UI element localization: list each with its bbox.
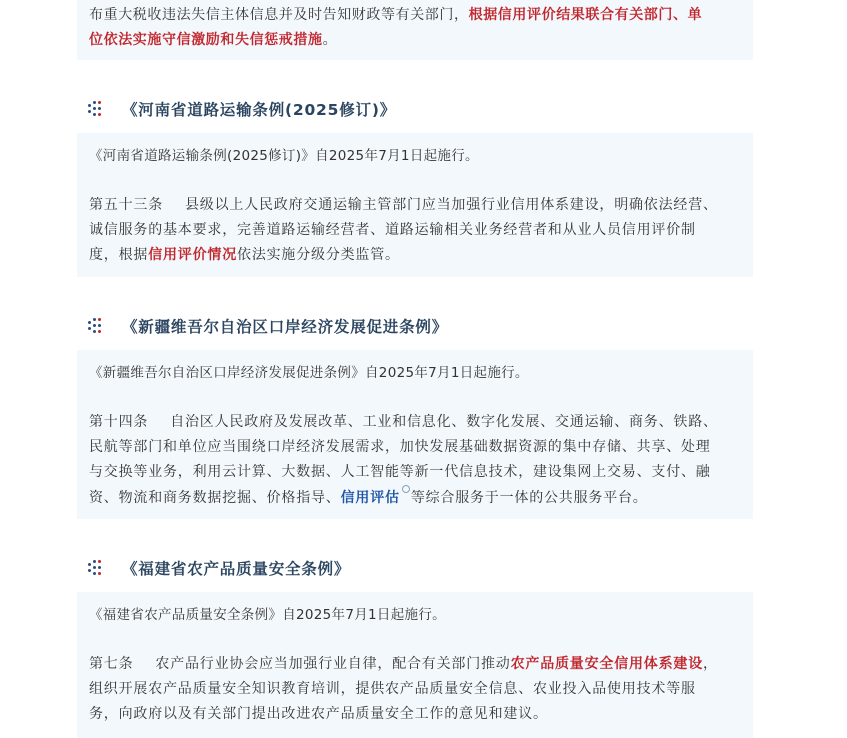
section-box-xinjiang — [77, 350, 753, 519]
article-line — [89, 243, 739, 268]
intro-highlight-2: 位依法实施守信激励和失信惩戒措施 — [89, 32, 323, 48]
article-number: 第十四条 — [89, 414, 149, 430]
article-line: 务，向政府以及有关部门提出改进农产品质量安全工作的意见和建议。 — [89, 706, 548, 722]
section-heading-xinjiang — [88, 314, 448, 338]
article-text — [89, 193, 739, 218]
article-highlight: 信用评价情况 — [148, 247, 238, 263]
article-line-part: 度，根据 — [89, 247, 149, 263]
section-heading-henan — [88, 97, 396, 121]
article-number: 第七条 — [89, 656, 134, 672]
article-line-part: 等综合服务于一体的公共服务平台。 — [410, 490, 648, 506]
intro-highlight: 根据信用评价结果联合有关部门、单 — [468, 7, 703, 23]
effective-date-text: 《福建省农产品质量安全条例》自2025年7月1日起施行。 — [89, 607, 446, 623]
article-line-part: 资、物流和商务数据挖掘、价格指导、 — [89, 490, 341, 506]
article-highlight: 农产品质量安全信用体系建设 — [510, 656, 704, 672]
article-line: 县级以上人民政府交通运输主管部门应当加强行业信用体系建设，明确依法经营、 — [185, 197, 718, 213]
search-ring-icon[interactable] — [402, 485, 410, 493]
section-heading-fujian — [88, 556, 350, 580]
dots-grid-icon — [88, 560, 106, 576]
intro-line-1 — [89, 3, 739, 28]
section-title: 《福建省农产品质量安全条例》 — [122, 560, 351, 578]
effective-date-text: 《新疆维吾尔自治区口岸经济发展促进条例》自2025年7月1日起施行。 — [89, 365, 529, 381]
effective-date-text: 《河南省道路运输条例(2025修订)》自2025年7月1日起施行。 — [89, 148, 479, 164]
section-box-fujian — [77, 592, 753, 738]
section-title: 《新疆维吾尔自治区口岸经济发展促进条例》 — [122, 318, 449, 336]
article-line: 诚信服务的基本要求，完善道路运输经营者、道路运输相关业务经营者和从业人员信用评价制 — [89, 222, 696, 238]
article-line: 民航等部门和单位应当围绕口岸经济发展需求，加快发展基础数据资源的集中存储、共享、处理 — [89, 439, 711, 455]
article-line-part: 依法实施分级分类监管。 — [237, 247, 400, 263]
section-box-henan — [77, 133, 753, 277]
article-number: 第五十三条 — [89, 197, 163, 213]
article-text — [89, 410, 739, 435]
article-text — [89, 652, 739, 677]
credit-link[interactable]: 信用评估 — [340, 490, 400, 506]
intro-text: 布重大税收违法失信主体信息并及时告知财政等有关部门， — [89, 7, 469, 23]
dots-grid-icon — [88, 101, 106, 117]
article-line: 自治区人民政府及发展改革、工业和信息化、数字化发展、交通运输、商务、铁路、 — [170, 414, 718, 430]
article-line: 与交换等业务，利用云计算、大数据、人工智能等新一代信息技术，建设集网上交易、支付、融 — [89, 464, 711, 480]
article-line-part: 农产品行业协会应当加强行业自律，配合有关部门推动 — [155, 656, 511, 672]
intro-box — [77, 0, 753, 60]
intro-end: 。 — [322, 32, 338, 48]
section-title: 《河南省道路运输条例(2025修订)》 — [122, 101, 397, 119]
intro-line-2 — [89, 28, 739, 53]
article-line-part: ， — [703, 656, 718, 672]
article-line: 组织开展农产品质量安全知识教育培训，提供农产品质量安全信息、农业投入品使用技术等服 — [89, 681, 696, 697]
dots-grid-icon — [88, 318, 106, 334]
article-line — [89, 485, 739, 511]
